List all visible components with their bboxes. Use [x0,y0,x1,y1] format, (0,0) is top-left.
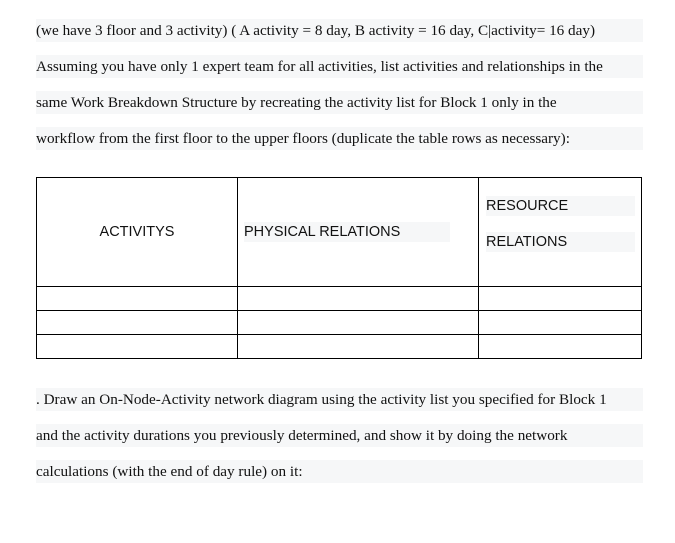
text-line: workflow from the first floor to the upper floors (duplicate the table rows as necessary): [36,127,643,150]
header-resource-label-line1: RESOURCE [486,196,635,216]
header-resource-relations [479,178,642,287]
table-row [37,287,642,311]
header-physical-relations [238,178,479,287]
table-cell[interactable] [479,335,642,359]
text-line: . Draw an On-Node-Activity network diagram using the activity list you specified for Block 1 [36,388,643,411]
text-line: and the activity durations you previously determined, and show it by doing the network [36,424,643,447]
table-cell[interactable] [238,311,479,335]
header-physical-relations-label: PHYSICAL RELATIONS [244,222,450,242]
table-cell[interactable] [238,335,479,359]
header-resource-label-line2: RELATIONS [486,232,635,252]
table-cell[interactable] [37,335,238,359]
table-row [37,311,642,335]
text-line: same Work Breakdown Structure by recreating the activity list for Block 1 only in the [36,91,643,114]
text-line: (we have 3 floor and 3 activity) ( A activity = 8 day, B activity = 16 day, C|activity= 16 day) [36,19,643,42]
table-row [37,335,642,359]
table-header-row [37,178,642,287]
header-activities [37,178,238,287]
text-line: calculations (with the end of day rule) on it: [36,460,643,483]
table-cell[interactable] [37,287,238,311]
table-cell[interactable] [479,287,642,311]
table-cell[interactable] [37,311,238,335]
text-line: Assuming you have only 1 expert team for all activities, list activities and relationships in the [36,55,643,78]
activity-relations-table [36,177,642,359]
table-cell[interactable] [238,287,479,311]
table-cell[interactable] [479,311,642,335]
header-activities-label: ACTIVITYS [99,224,175,240]
